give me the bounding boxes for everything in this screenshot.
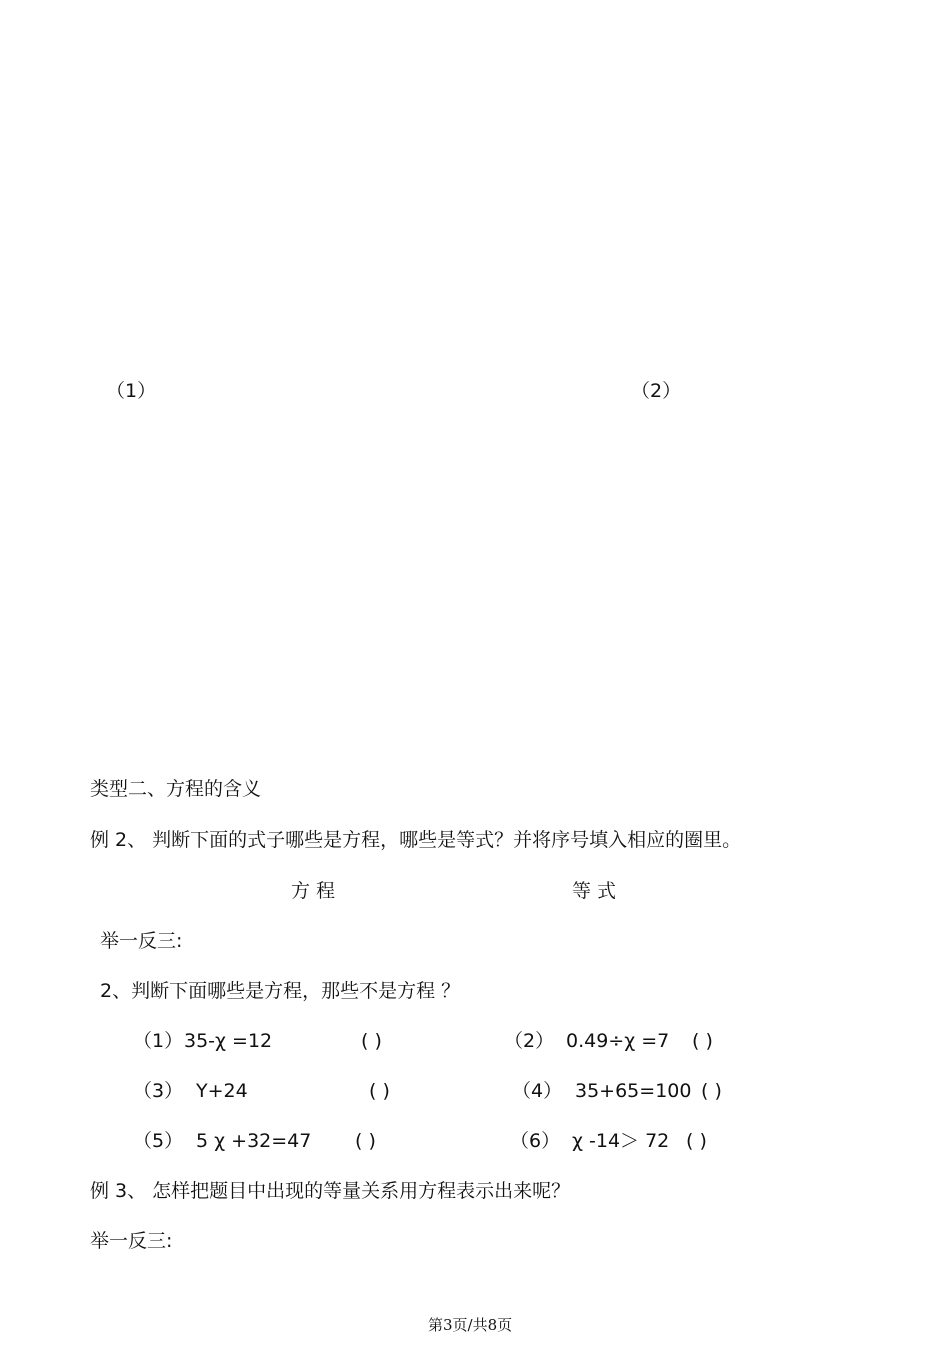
answer-blank[interactable]: ( )	[369, 1080, 390, 1102]
example-2-prompt: 例 2、 判断下面的式子哪些是方程，哪些是等式？并将序号填入相应的圈里。	[90, 829, 742, 851]
item-expression: 0.49÷χ =7	[566, 1030, 670, 1052]
circle-label-equation: 方 程	[291, 880, 336, 902]
item-number: （2）	[504, 1030, 555, 1052]
item-number: （1）	[133, 1030, 184, 1052]
item-number: （4）	[512, 1080, 563, 1102]
answer-blank[interactable]: ( )	[701, 1080, 722, 1102]
item-number: （3）	[133, 1080, 184, 1102]
circle-label-equality: 等 式	[572, 880, 617, 902]
item-expression: 5 χ +32=47	[196, 1130, 312, 1152]
answer-blank[interactable]: ( )	[361, 1030, 382, 1052]
item-expression: χ -14＞ 72	[572, 1130, 670, 1152]
item-expression: 35-χ =12	[184, 1030, 273, 1052]
figure-label-1: （1）	[106, 380, 157, 402]
item-expression: 35+65=100	[575, 1080, 692, 1102]
answer-blank[interactable]: ( )	[692, 1030, 713, 1052]
figure-label-2: （2）	[631, 380, 682, 402]
practice-question: 2、判断下面哪些是方程，那些不是方程 ？	[100, 980, 461, 1002]
section-title: 类型二、方程的含义	[90, 778, 262, 800]
item-number: （6）	[510, 1130, 561, 1152]
practice-heading: 举一反三:	[100, 930, 183, 952]
item-number: （5）	[133, 1130, 184, 1152]
page-indicator: 第3页/共8页	[428, 1316, 513, 1334]
item-expression: Y+24	[196, 1080, 248, 1102]
example-3-prompt: 例 3、 怎样把题目中出现的等量关系用方程表示出来呢？	[90, 1180, 571, 1202]
practice-heading: 举一反三:	[90, 1230, 173, 1252]
answer-blank[interactable]: ( )	[355, 1130, 376, 1152]
answer-blank[interactable]: ( )	[686, 1130, 707, 1152]
